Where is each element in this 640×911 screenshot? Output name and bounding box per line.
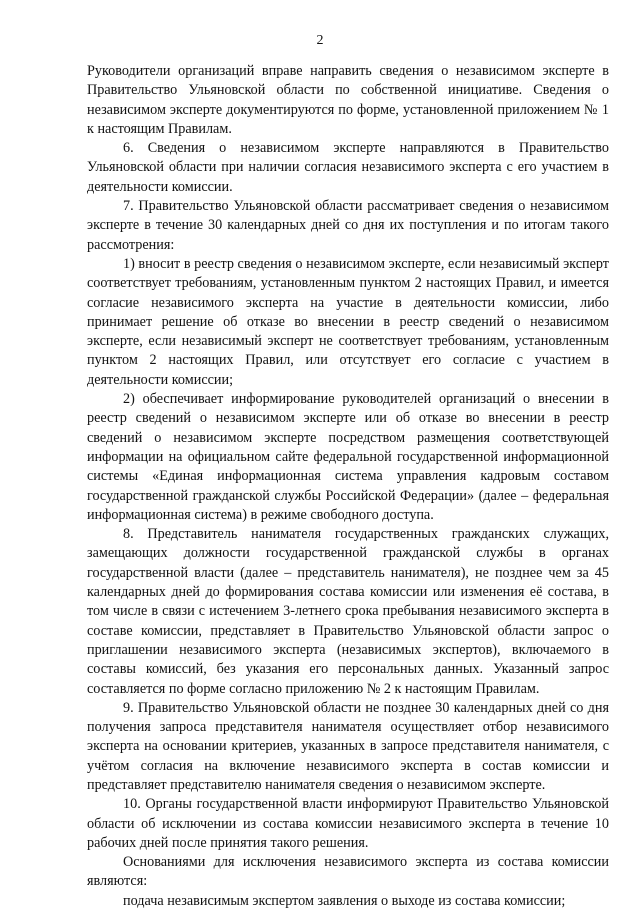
paragraph-item-10: 10. Органы государственной власти информируют Правительство Ульяновской области об исключении из состава комиссии независимого эксперта в течение 10 рабочих дней после принятия такого решения. bbox=[87, 796, 609, 851]
paragraph-item-7-sub-2: 2) обеспечивает информирование руководителей организаций о внесении в реестр сведений о независимом эксперте или об отказе во внесении в реестр сведений о независимом эксперте посредством размещения соответствующей информации на официальном сайте федеральной государственной информационной системы «Единая информационная система управления кадровым составом государственной гражданской службы Российской Федерации» (далее – федеральная информационная система) в режиме свободного доступа. bbox=[87, 391, 609, 523]
paragraph-item-8: 8. Представитель нанимателя государственных гражданских служащих, замещающих должности государственной гражданской службы в органах государственной власти (далее – представитель нанимателя), не позднее чем за 45 календарных дней до формирования состава комиссии или изменения её состава, в том числе в связи с истечением 3-летнего срока пребывания независимого эксперта в составе комиссии, представляет в Правительство Ульяновской области запрос о приглашении независимого эксперта (независимых экспертов), включаемого в составы комиссий, без указания его персональных данных. Указанный запрос составляется по форме согласно приложению № 2 к настоящим Правилам. bbox=[87, 526, 609, 697]
paragraph-item-7-sub-1: 1) вносит в реестр сведения о независимом эксперте, если независимый эксперт соответствует требованиям, установленным пунктом 2 настоящих Правил, и имеется согласие независимого эксперта на участие в деятельности комиссии, либо принимает решение об отказе во внесении в реестр сведений о независимом эксперте, если независимый эксперт не соответствует требованиям, установленным пунктом 2 настоящих Правил, или отсутствует его согласие с участием в деятельности комиссии; bbox=[87, 255, 609, 388]
paragraph-item-6: 6. Сведения о независимом эксперте направляются в Правительство Ульяновской области при наличии согласия независимого эксперта с его участием в деятельности комиссии. bbox=[87, 140, 609, 195]
paragraph-intro: Руководители организаций вправе направить сведения о независимом эксперте в Правительство Ульяновской области по собственной инициативе. Сведения о независимом эксперте документируются по форме, установленной приложением № 1 к настоящим Правилам. bbox=[87, 63, 609, 137]
paragraph-item-7: 7. Правительство Ульяновской области рассматривает сведения о независимом эксперте в течение 30 календарных дней со дня их поступления и по итогам такого рассмотрения: bbox=[87, 198, 609, 253]
paragraph-item-9: 9. Правительство Ульяновской области не позднее 30 календарных дней со дня получения запроса представителя нанимателя осуществляет отбор независимого эксперта на основании критериев, указанных в запросе представителя нанимателя, с учётом согласия на включение независимого эксперта в состав комиссии и представляет представителю нанимателя сведения о независимом эксперте. bbox=[87, 699, 609, 793]
document-body bbox=[87, 62, 609, 911]
page-number: 2 bbox=[316, 33, 324, 48]
paragraph-exclusion-grounds: Основаниями для исключения независимого эксперта из состава комиссии являются: bbox=[87, 854, 609, 890]
paragraph-exclusion-ground-1: подача независимым экспертом заявления о выходе из состава комиссии; bbox=[123, 892, 566, 909]
